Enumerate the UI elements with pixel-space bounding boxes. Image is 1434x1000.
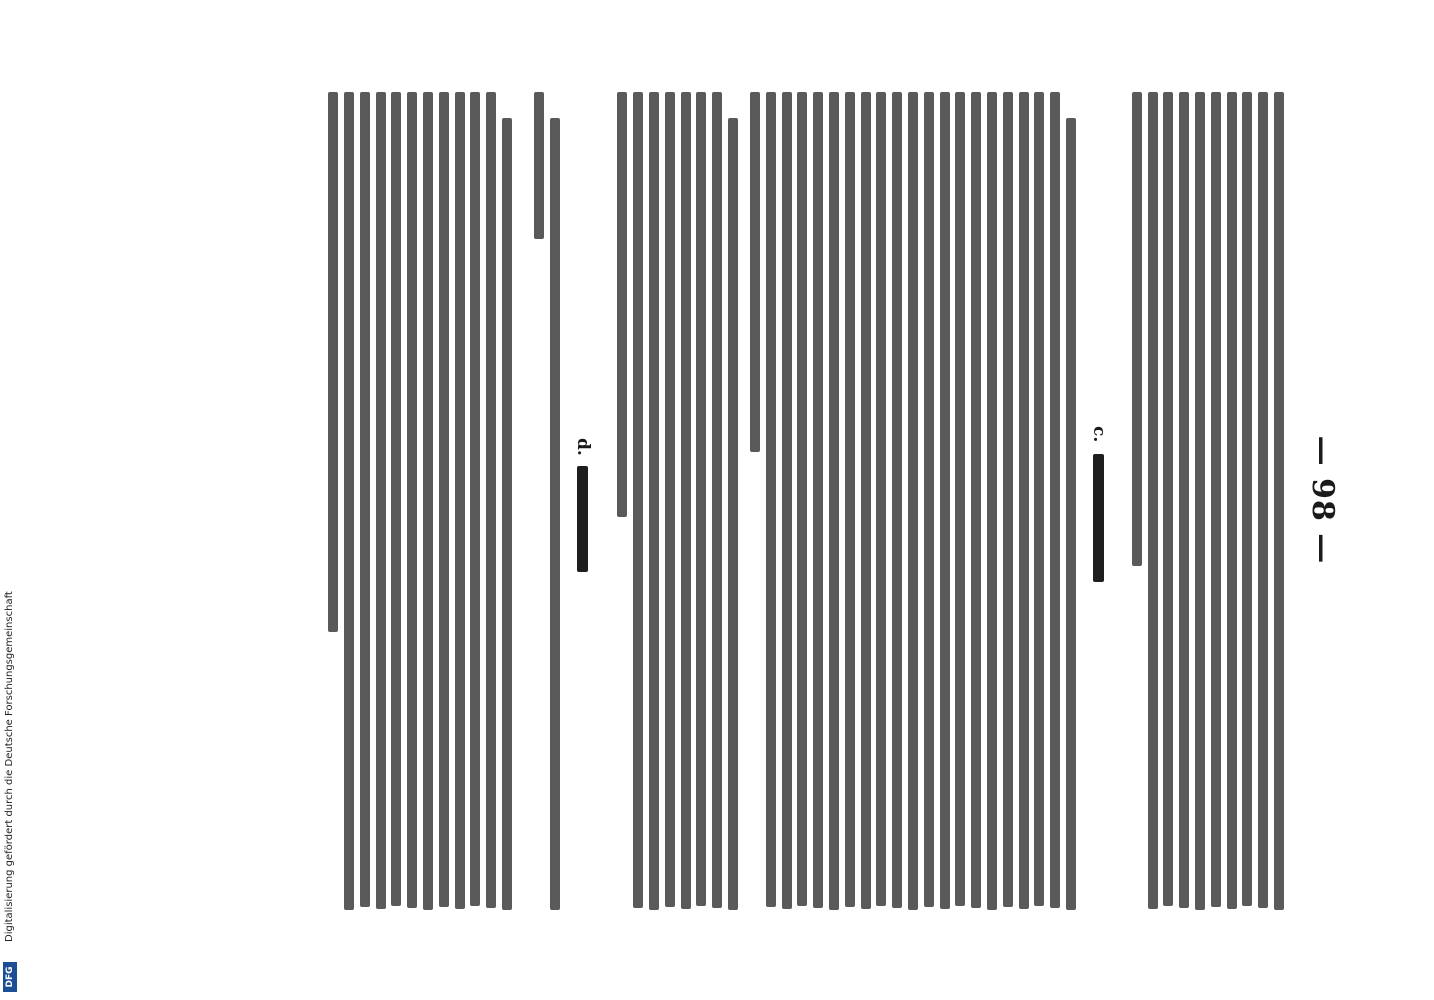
footer-credit: Digitalisierung gefördert durch die Deutsche Forschungsgemeinschaft (4, 591, 15, 942)
page-number: — 98 — (1305, 435, 1340, 565)
text-line (940, 92, 950, 909)
text-line (550, 118, 560, 910)
section-letter: d. (573, 438, 593, 456)
text-line (1066, 118, 1076, 910)
paragraph-block (746, 92, 1076, 910)
text-line (829, 92, 839, 910)
text-line (1019, 92, 1029, 909)
text-line (971, 92, 981, 908)
text-line (633, 92, 643, 908)
text-line (908, 92, 918, 910)
text-line (876, 92, 886, 906)
section-heading (1088, 92, 1108, 910)
text-line (470, 92, 480, 906)
text-line (1132, 92, 1142, 566)
text-line (1034, 92, 1044, 906)
text-line (766, 92, 776, 907)
document-page (72, 50, 1362, 950)
text-line (728, 118, 738, 910)
text-line (987, 92, 997, 910)
text-line (924, 92, 934, 907)
text-line (813, 92, 823, 908)
text-line (1163, 92, 1173, 906)
text-line (423, 92, 433, 910)
text-line (782, 92, 792, 909)
text-line (1211, 92, 1221, 907)
text-line (1050, 92, 1060, 908)
paragraph-block (1124, 92, 1284, 910)
paragraph-block (608, 92, 738, 910)
paragraph-block (322, 92, 512, 910)
text-line (1148, 92, 1158, 909)
section-heading (572, 92, 592, 910)
text-line (696, 92, 706, 906)
text-line (407, 92, 417, 908)
text-line (712, 92, 722, 908)
dfg-logo-label: DFG (5, 966, 15, 988)
text-line (681, 92, 691, 909)
section-letter: c. (1089, 426, 1109, 443)
text-line (1003, 92, 1013, 907)
text-line (892, 92, 902, 908)
text-line (1274, 92, 1284, 910)
text-line (328, 92, 338, 632)
text-line (1242, 92, 1252, 906)
text-line (455, 92, 465, 909)
text-line (1258, 92, 1268, 908)
text-line (797, 92, 807, 906)
text-line (344, 92, 354, 910)
text-line (360, 92, 370, 907)
text-line (1195, 92, 1205, 910)
digitization-footer (3, 0, 17, 1000)
text-line (376, 92, 386, 909)
dfg-logo-icon (3, 962, 17, 992)
text-line (502, 118, 512, 910)
section-title-line (1093, 454, 1104, 582)
text-line (439, 92, 449, 907)
text-line (534, 92, 544, 239)
text-line (955, 92, 965, 906)
text-line (1179, 92, 1189, 908)
text-line (665, 92, 675, 907)
text-line (617, 92, 627, 517)
text-line (486, 92, 496, 908)
text-line (649, 92, 659, 910)
text-line (750, 92, 760, 452)
text-line (391, 92, 401, 906)
paragraph-block (520, 92, 560, 910)
text-line (845, 92, 855, 907)
text-line (1227, 92, 1237, 909)
text-line (861, 92, 871, 909)
section-title-line (577, 466, 588, 572)
